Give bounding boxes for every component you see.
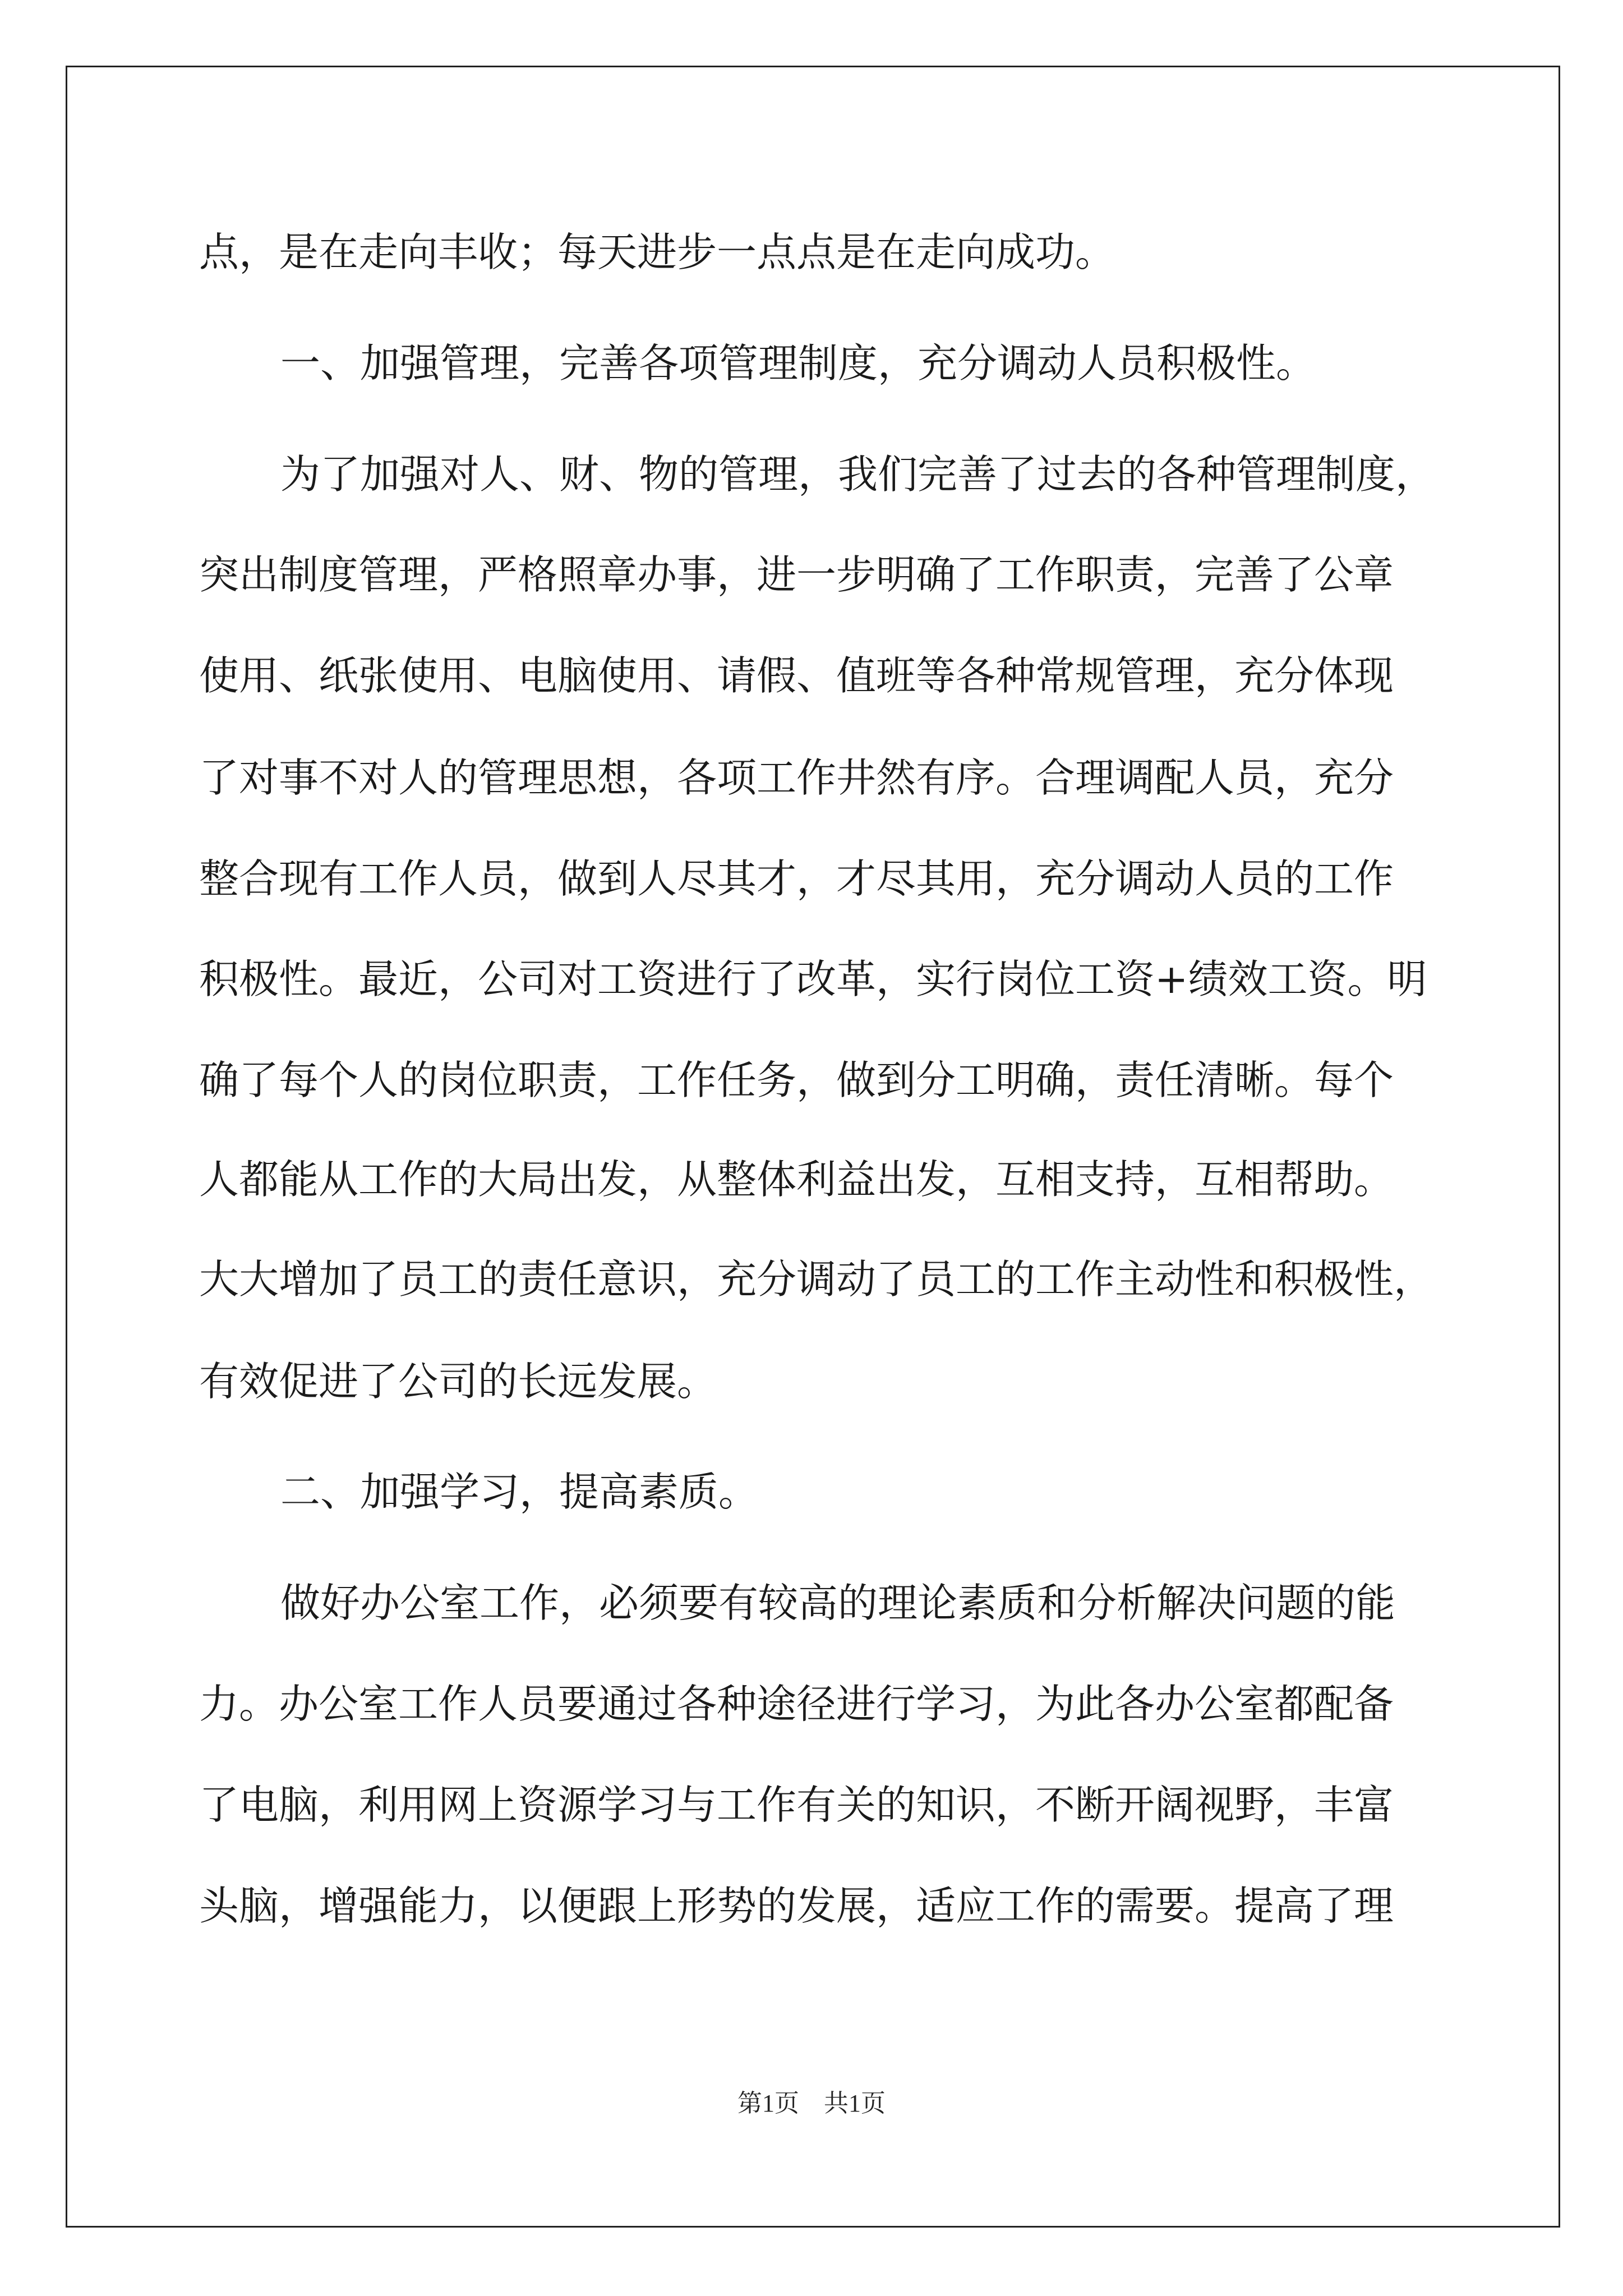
text-line: 突出制度管理，严格照章办事，进一步明确了工作职责，完善了公章 xyxy=(199,551,1394,598)
text-line: 积极性。最近，公司对工资进行了改革，实行岗位工资+绩效工资。明 xyxy=(199,956,1427,1002)
text-line: 了电脑，利用网上资源学习与工作有关的知识，不断开阔视野，丰富 xyxy=(199,1782,1394,1828)
text-line: 了对事不对人的管理思想，各项工作井然有序。合理调配人员，充分 xyxy=(199,754,1394,801)
text-line: 大大增加了员工的责任意识，充分调动了员工的工作主动性和积极性， xyxy=(199,1256,1434,1303)
text-line: 点，是在走向丰收；每天进步一点点是在走向成功。 xyxy=(199,229,1115,275)
page-number-footer: 第1页 共1页 xyxy=(737,2090,886,2117)
text-line: 整合现有工作人员，做到人尽其才，才尽其用，充分调动人员的工作 xyxy=(199,855,1394,902)
text-line: 力。办公室工作人员要通过各种途径进行学习，为此各办公室都配备 xyxy=(199,1681,1394,1727)
section-heading: 二、加强学习，提高素质。 xyxy=(280,1469,759,1515)
text-line: 使用、纸张使用、电脑使用、请假、值班等各种常规管理，充分体现 xyxy=(199,652,1394,699)
text-line: 头脑，增强能力，以便跟上形势的发展，适应工作的需要。提高了理 xyxy=(199,1883,1394,1929)
section-heading: 一、加强管理，完善各项管理制度，充分调动人员积极性。 xyxy=(280,340,1316,386)
text-line: 确了每个人的岗位职责，工作任务，做到分工明确，责任清晰。每个 xyxy=(199,1057,1394,1103)
paragraph-start-line: 为了加强对人、财、物的管理，我们完善了过去的各种管理制度， xyxy=(280,451,1436,498)
paragraph-start-line: 做好办公室工作，必须要有较高的理论素质和分析解决问题的能 xyxy=(280,1580,1396,1626)
text-line: 人都能从工作的大局出发，从整体利益出发，互相支持，互相帮助。 xyxy=(199,1156,1394,1203)
text-line: 有效促进了公司的长远发展。 xyxy=(199,1358,717,1405)
